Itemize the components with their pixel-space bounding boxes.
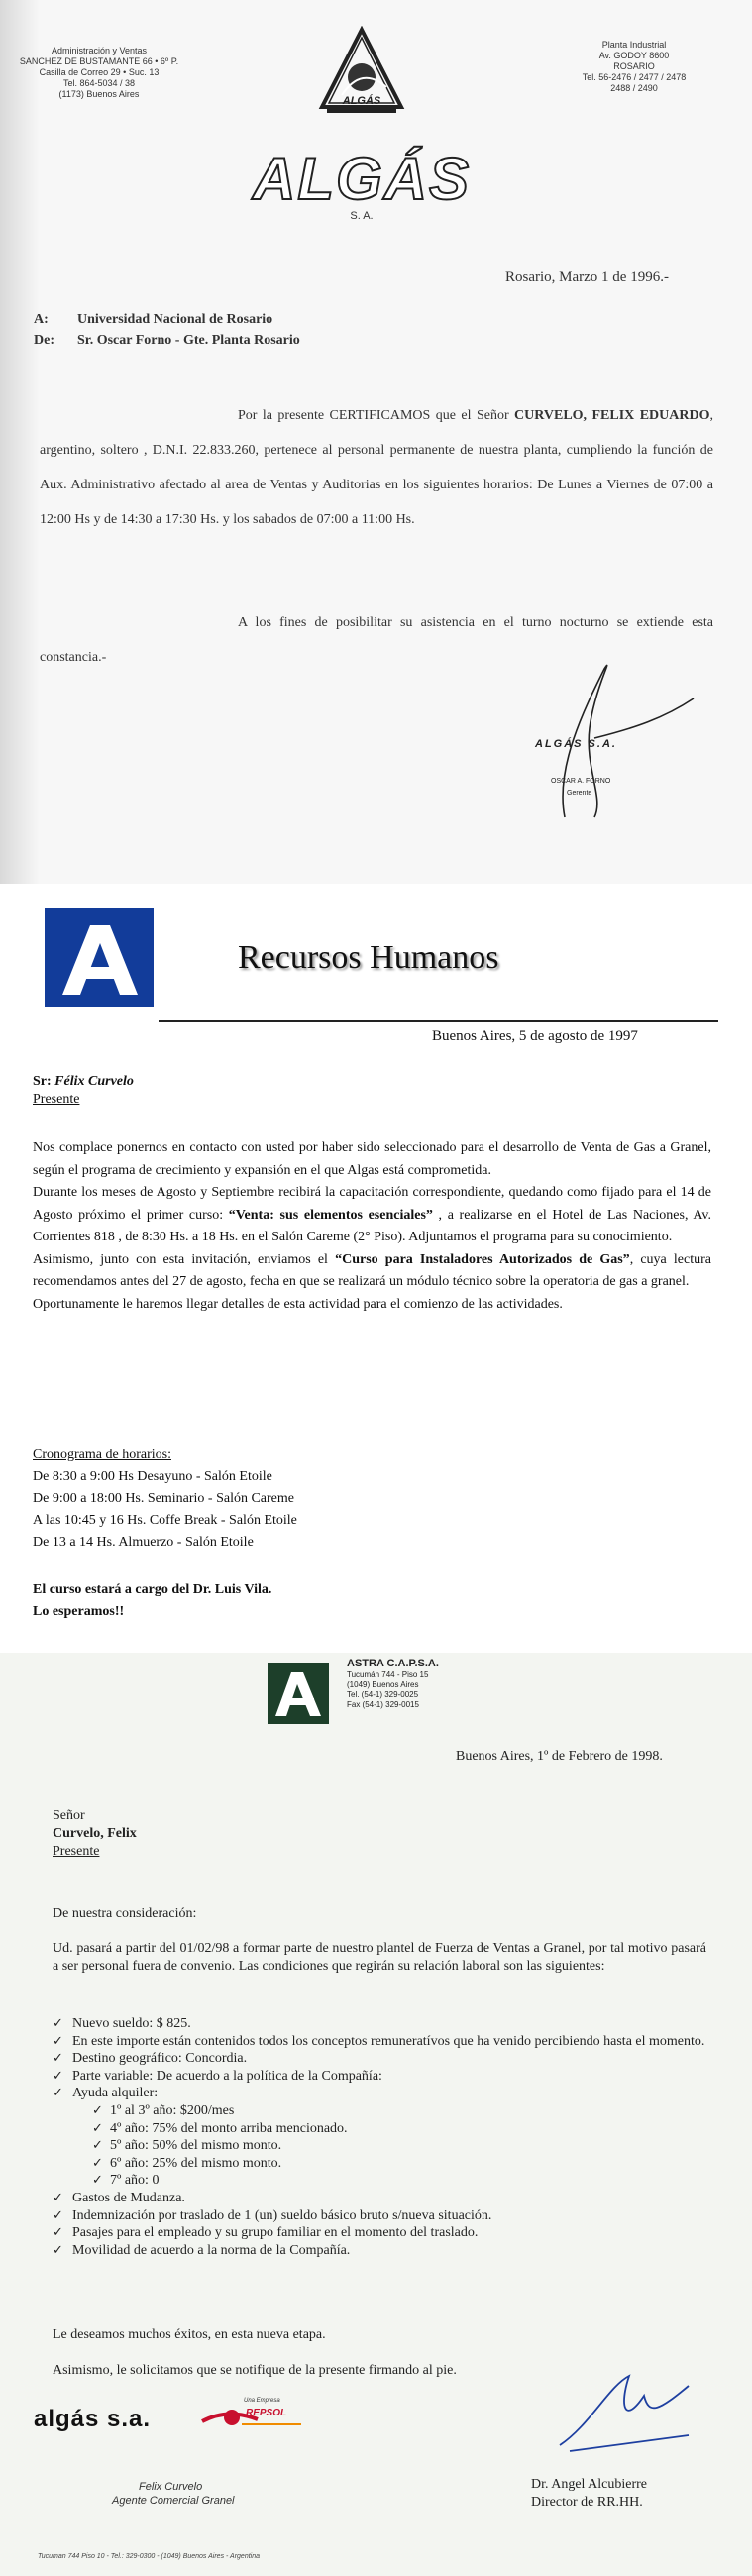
check-icon: ✓	[53, 2242, 63, 2258]
recipient-line: Señor	[53, 1808, 85, 1823]
recipient-name: Curvelo, Felix	[53, 1826, 137, 1841]
check-icon: ✓	[53, 2207, 63, 2223]
check-icon: ✓	[53, 2033, 63, 2049]
employee-signature-role: Agente Comercial Granel	[112, 2495, 235, 2507]
paragraph-text: , cuya lectura recomendamos antes del 27 de agosto, fecha en que se realizará un módulo técnico sobre la operatoria de gas a granel.	[33, 1251, 711, 1289]
letter-date: Buenos Aires, 1º de Febrero de 1998.	[456, 1749, 663, 1764]
astra-a-logo-icon	[45, 908, 154, 1007]
address-line: (1049) Buenos Aires	[347, 1680, 419, 1689]
astra-employment-letter	[0, 1653, 752, 2576]
certificate-closing: A los fines de posibilitar su asistencia en el turno nocturno se extiende esta constancia.-	[40, 615, 713, 665]
recipient-block	[53, 1807, 137, 1861]
condition-item	[53, 2190, 716, 2207]
condition-item	[53, 2050, 716, 2068]
stamp-name: OSCAR A. FORNO	[551, 778, 611, 785]
paragraph	[33, 1249, 711, 1294]
letter-date: Rosario, Marzo 1 de 1996.-	[505, 269, 669, 285]
address-line: ROSARIO	[613, 61, 655, 71]
page-title: Recursos Humanos	[238, 939, 499, 976]
letterhead-left-address	[0, 46, 198, 100]
condition-item	[53, 2015, 716, 2033]
closing	[33, 1579, 429, 1623]
schedule	[33, 1445, 429, 1554]
paragraph: Oportunamente le haremos llegar detalles de esta actividad para el comienzo de las actividades.	[33, 1296, 563, 1312]
schedule-item: De 9:00 a 18:00 Hs. Seminario - Salón Careme	[33, 1491, 295, 1506]
company-stamp: ALGÁS S.A.	[535, 738, 617, 750]
algas-logo: algás s.a.	[34, 2406, 152, 2432]
condition-text: Indemnización por traslado de 1 (un) sueldo básico bruto s/nueva situación.	[72, 2207, 492, 2223]
repsol-tag: Una Empresa	[244, 2398, 280, 2404]
condition-item	[53, 2224, 716, 2242]
conditions-list	[53, 2015, 716, 2259]
condition-item	[53, 2137, 716, 2155]
address-line: Tel. 56-2476 / 2477 / 2478	[582, 72, 687, 82]
check-icon: ✓	[53, 2225, 63, 2241]
letterhead-right-address	[555, 40, 713, 94]
logo-sa: S. A.	[350, 210, 374, 222]
schedule-item: A las 10:45 y 16 Hs. Coffe Break - Salón Etoile	[33, 1513, 297, 1528]
check-icon: ✓	[92, 2155, 103, 2171]
letter-body	[33, 1137, 711, 1316]
course-name: “Venta: sus elementos esenciales”	[228, 1207, 433, 1223]
from-value: Sr. Oscar Forno - Gte. Planta Rosario	[77, 333, 300, 348]
address-line: Administración y Ventas	[51, 46, 148, 55]
address-line: Av. GODOY 8600	[598, 51, 670, 60]
condition-item	[53, 2120, 716, 2138]
check-icon: ✓	[53, 2068, 63, 2084]
algas-logo	[238, 26, 485, 222]
condition-text: 4º año: 75% del monto arriba mencionado.	[110, 2120, 348, 2136]
presente-label: Presente	[53, 1844, 100, 1859]
condition-text: Nuevo sueldo: $ 825.	[72, 2016, 191, 2031]
logo-small-text: ALGÁS	[342, 95, 381, 107]
check-icon: ✓	[53, 2086, 63, 2101]
closing-line: Lo esperamos!!	[33, 1604, 125, 1619]
condition-item	[53, 2242, 716, 2260]
condition-text: 5º año: 50% del mismo monto.	[110, 2138, 282, 2154]
body-rest: , argentino, soltero , D.N.I. 22.833.260, pertenece al personal permanente de nuestra planta, cumpliendo la función de Aux. Administrativo afectado al area de Ventas y Auditorias en los siguientes horarios: De Lunes a Viernes de 07:00 a 12:00 Hs y de 14:30 a 17:30 Hs. y los sabados de 07:00 a 11:00 Hs.	[40, 408, 713, 527]
condition-text: Ayuda alquiler:	[72, 2086, 159, 2101]
logo-wordmark: ALGÁS	[253, 146, 471, 212]
check-icon: ✓	[53, 2190, 63, 2205]
schedule-title: Cronograma de horarios:	[33, 1448, 171, 1462]
director-name: Dr. Angel Alcubierre	[531, 2477, 648, 2492]
closing-line: El curso estará a cargo del Dr. Luis Vila.	[33, 1582, 272, 1597]
to-label: A:	[34, 312, 49, 327]
check-icon: ✓	[53, 2016, 63, 2031]
check-icon: ✓	[92, 2120, 103, 2136]
condition-item	[53, 2102, 716, 2120]
salutation	[33, 1072, 134, 1091]
condition-item	[53, 2207, 716, 2225]
check-icon: ✓	[92, 2138, 103, 2154]
condition-text: Parte variable: De acuerdo a la política de la Compañía:	[72, 2068, 382, 2084]
company-name: ASTRA C.A.P.S.A.	[347, 1658, 439, 1669]
repsol-name: REPSOL	[246, 2408, 287, 2418]
address-line: Casilla de Correo 29 • Suc. 13	[39, 67, 160, 77]
address-line: Fax (54-1) 329-0015	[347, 1700, 419, 1709]
hr-invitation-letter	[0, 892, 752, 1650]
address-line: Tucumán 744 - Piso 15	[347, 1670, 429, 1679]
employee-signature-name: Felix Curvelo	[139, 2481, 203, 2493]
employee-name: CURVELO, FELIX EDUARDO	[514, 408, 710, 423]
condition-text: En este importe están contenidos todos los conceptos remuneratívos que ha venido percibiendo hasta el momento.	[72, 2033, 705, 2049]
recipient-block	[34, 309, 300, 351]
paragraph	[33, 1182, 711, 1249]
condition-item	[53, 2172, 716, 2190]
director-role: Director de RR.HH.	[531, 2495, 643, 2510]
paragraph-text: , a realizarse en el Hotel de Las Naciones, Av. Corrientes 818 , de 8:30 Hs. a 18 Hs. en el Salón Careme (2° Piso). Adjuntamos el programa para su conocimiento.	[33, 1207, 711, 1244]
condition-text: 7º año: 0	[110, 2173, 160, 2189]
letter-date: Buenos Aires, 5 de agosto de 1997	[432, 1028, 638, 1044]
paragraph-text: Asimismo, junto con esta invitación, enviamos el	[33, 1251, 336, 1267]
body-lead: Por la presente CERTIFICAMOS que el Señor	[238, 408, 509, 423]
director-signature	[550, 2366, 698, 2455]
stamp-role: Gerente	[567, 790, 592, 797]
to-value: Universidad Nacional de Rosario	[77, 312, 273, 327]
condition-item	[53, 2068, 716, 2086]
schedule-item: De 8:30 a 9:00 Hs Desayuno - Salón Etoile	[33, 1469, 272, 1484]
paragraph-text: Durante los meses de Agosto y Septiembre recibirá la capacitación correspondiente, quedando como fijado para el 14 de Agosto próximo el primer curso:	[33, 1185, 711, 1223]
check-icon: ✓	[92, 2102, 103, 2118]
wish-line: Le deseamos muchos éxitos, en esta nueva etapa.	[53, 2327, 326, 2342]
address-line: (1173) Buenos Aires	[58, 89, 140, 99]
condition-text: 6º año: 25% del mismo monto.	[110, 2155, 282, 2171]
presente-label: Presente	[33, 1092, 80, 1107]
from-label: De:	[34, 333, 54, 348]
course-name: “Curso para Instaladores Autorizados de Gas”	[335, 1251, 630, 1267]
salutation-name: Félix Curvelo	[54, 1074, 134, 1089]
address-line: 2488 / 2490	[610, 83, 658, 93]
condition-text: Destino geográfico: Concordia.	[72, 2051, 248, 2067]
astra-a-logo-icon	[268, 1663, 329, 1724]
condition-item	[53, 2155, 716, 2173]
page-footer: Tucuman 744 Piso 10 - Tel.: 329-0300 - (1049) Buenos Aires - Argentina	[38, 2553, 260, 2560]
letter-body: Ud. pasará a partir del 01/02/98 a formar parte de nuestro plantel de Fuerza de Ventas a Granel, por tal motivo pasará a ser personal fuera de convenio. Las condiciones que regirán su relación laboral son las siguientes:	[53, 1941, 706, 1974]
salutation-prefix: Sr:	[33, 1074, 52, 1089]
company-letterhead	[347, 1657, 439, 1710]
address-line: SANCHEZ DE BUSTAMANTE 66 • 6º P.	[19, 56, 179, 66]
certificate-body	[40, 398, 713, 537]
condition-text: Gastos de Mudanza.	[72, 2190, 185, 2205]
scan-shadow	[0, 0, 40, 884]
algas-certificate-letter	[0, 0, 752, 884]
condition-item	[53, 2033, 716, 2051]
condition-text: Movilidad de acuerdo a la norma de la Compañía.	[72, 2242, 351, 2258]
condition-text: 1º al 3º año: $200/mes	[110, 2102, 235, 2118]
address-line: Tel. (54-1) 329-0025	[347, 1690, 419, 1699]
salutation: De nuestra consideración:	[53, 1906, 197, 1921]
schedule-item: De 13 a 14 Hs. Almuerzo - Salón Etoile	[33, 1535, 254, 1550]
condition-item	[53, 2085, 716, 2102]
address-line: Tel. 864-5034 / 38	[62, 78, 136, 88]
condition-text: Pasajes para el empleado y su grupo familiar en el momento del traslado.	[72, 2225, 479, 2241]
check-icon: ✓	[53, 2051, 63, 2067]
notification-request: Asimismo, le solicitamos que se notifique de la presente firmando al pie.	[53, 2363, 457, 2378]
paragraph: Nos complace ponernos en contacto con usted por haber sido seleccionado para el desarrollo de Venta de Gas a Granel, según el programa de crecimiento y expansión en el que Algas está comprometida.	[33, 1140, 711, 1178]
title-divider	[159, 1020, 718, 1022]
address-line: Planta Industrial	[601, 40, 667, 50]
check-icon: ✓	[92, 2173, 103, 2189]
